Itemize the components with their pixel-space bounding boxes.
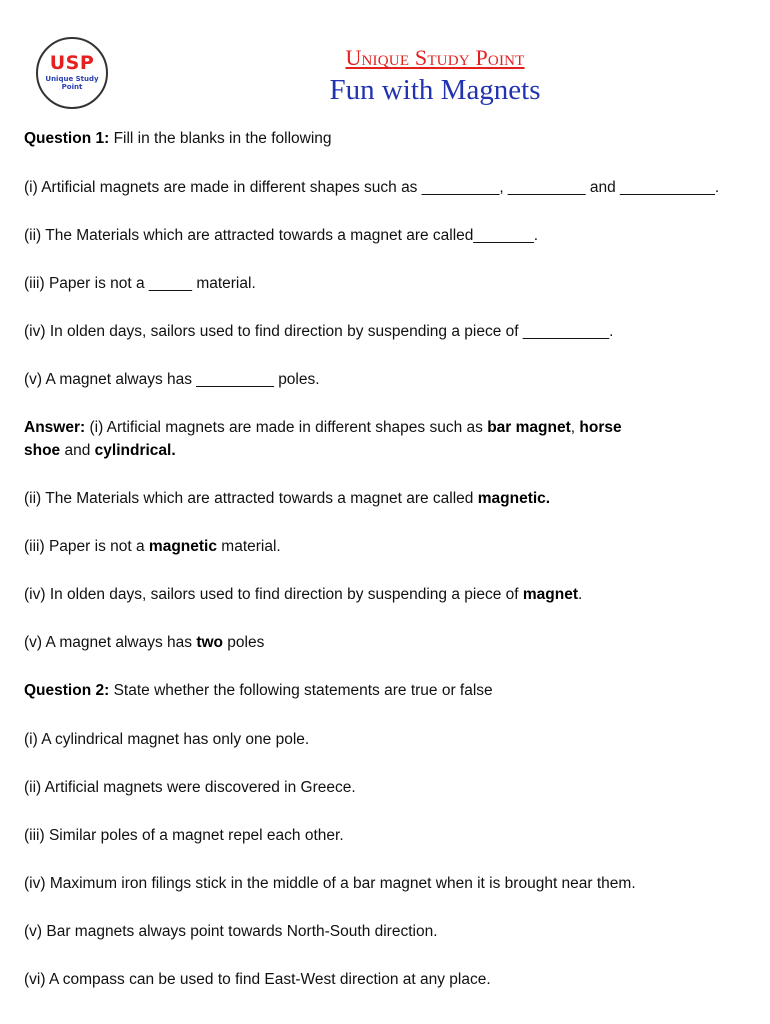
logo-initials: USP (49, 52, 95, 74)
answer-text: . (578, 586, 583, 603)
logo-subtitle-line2: Point (61, 83, 83, 91)
question-2-prompt: State whether the following statements are true or false (109, 682, 493, 699)
page-title: Fun with Magnets (329, 74, 541, 106)
answer-text: (ii) The Materials which are attracted towards a magnet are called (24, 490, 478, 507)
q1-item: (iii) Paper is not a _____ material. (24, 275, 256, 292)
q1-item: (i) Artificial magnets are made in different shapes such as _________, _________ and ___________. (24, 179, 720, 196)
question-1 (24, 128, 332, 150)
question-2-label: Question 2: (24, 682, 110, 699)
q2-item: (iii) Similar poles of a magnet repel each other. (24, 827, 344, 844)
q2-item: (i) A cylindrical magnet has only one pole. (24, 731, 310, 748)
brand-heading: Unique Study Point (345, 45, 525, 70)
answer-line-1 (24, 417, 622, 439)
answer-text: (i) Artificial magnets are made in different shapes such as (85, 419, 488, 436)
q2-item: (ii) Artificial magnets were discovered in Greece. (24, 779, 356, 796)
answer-text: material. (216, 538, 281, 555)
q1-item: (ii) The Materials which are attracted towards a magnet are called_______. (24, 227, 539, 244)
q1-item: (iv) In olden days, sailors used to find direction by suspending a piece of __________. (24, 323, 614, 340)
q2-item: (iv) Maximum iron filings stick in the middle of a bar magnet when it is brought near them. (24, 875, 636, 892)
answer-text: (v) A magnet always has (24, 634, 197, 651)
answer-bold: shoe (24, 442, 61, 459)
answer-text: (iv) In olden days, sailors used to find direction by suspending a piece of (24, 586, 523, 603)
answer-bold: horse (579, 419, 622, 436)
answer-line-5 (24, 632, 264, 654)
question-2 (24, 680, 493, 702)
answer-bold: magnet (522, 586, 578, 603)
answer-bold: bar magnet (487, 419, 571, 436)
question-1-prompt: Fill in the blanks in the following (109, 130, 332, 147)
q2-item: (vi) A compass can be used to find East-West direction at any place. (24, 971, 491, 988)
q2-item: (v) Bar magnets always point towards North-South direction. (24, 923, 438, 940)
usp-logo (36, 37, 108, 109)
answer-line-4 (24, 584, 582, 606)
answer-line-3 (24, 536, 281, 558)
answer-text: (iii) Paper is not a (24, 538, 149, 555)
question-1-label: Question 1: (24, 130, 110, 147)
answer-bold: magnetic. (477, 490, 551, 507)
answer-bold: magnetic (148, 538, 217, 555)
answer-line-2 (24, 488, 550, 510)
answer-text: and (60, 442, 95, 459)
answer-line-1b (24, 440, 176, 462)
answer-label: Answer: (24, 419, 86, 436)
answer-bold: cylindrical. (94, 442, 176, 459)
answer-text: , (570, 419, 580, 436)
answer-text: poles (223, 634, 265, 651)
q1-item: (v) A magnet always has _________ poles. (24, 371, 320, 388)
answer-bold: two (196, 634, 223, 651)
logo-subtitle-line1: Unique Study (45, 75, 99, 83)
